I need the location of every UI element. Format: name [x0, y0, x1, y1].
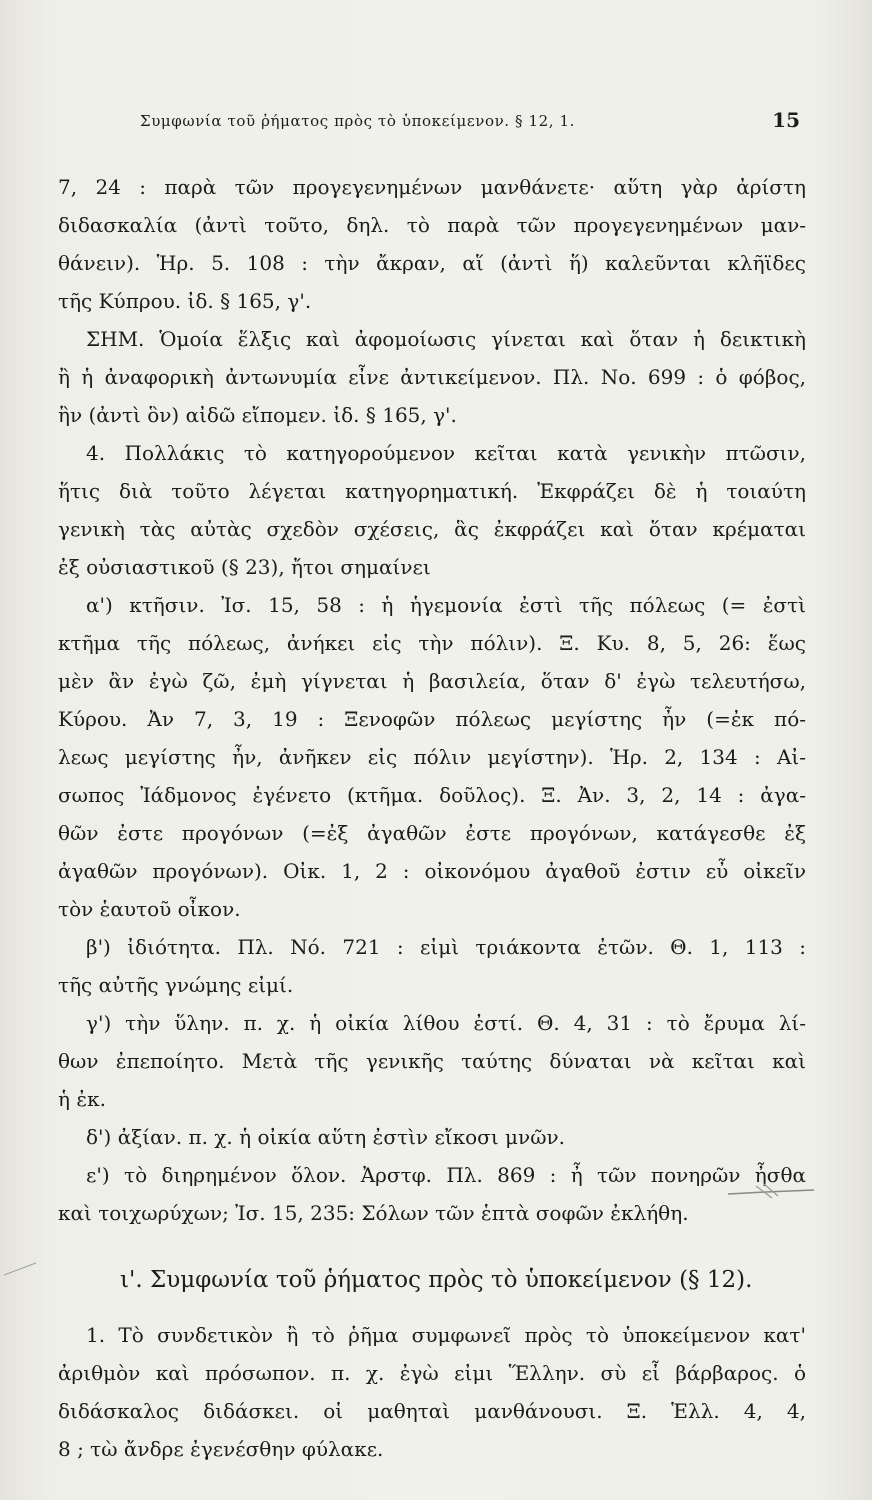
- text-line: 7, 24 : παρὰ τῶν προγεγενημένων μανθάνετε· αὕτη γὰρ ἀρίστη: [58, 175, 806, 199]
- text-line: μὲν ἂν ἐγὼ ζῶ, ἐμὴ γίγνεται ἡ βασιλεία, ὅταν δ' ἐγὼ τελευτήσω,: [58, 669, 806, 693]
- text-line: ἢ ἡ ἀναφορικὴ ἀντωνυμία εἶνε ἀντικείμενον. Πλ. Νο. 699 : ὁ φόβος,: [58, 365, 806, 389]
- text-line: διδασκαλία (ἀντὶ τοῦτο, δηλ. τὸ παρὰ τῶν προγεγενημένων μαν-: [58, 213, 806, 237]
- text-line: τῆς αὐτῆς γνώμης εἰμί.: [58, 973, 294, 997]
- text-line: ἀριθμὸν καὶ πρόσωπον. π. χ. ἐγὼ εἰμι Ἕλλην. σὺ εἶ βάρβαρος. ὁ: [58, 1361, 806, 1385]
- text-line: σωπος Ἰάδμονος ἐγένετο (κτῆμα. δοῦλος). Ξ. Ἀν. 3, 2, 14 : ἀγα-: [58, 783, 806, 807]
- text-line: θάνειν). Ἡρ. 5. 108 : τὴν ἄκραν, αἵ (ἀντὶ ἥ) καλεῦνται κλῆϊδες: [58, 251, 806, 275]
- text-line: ἣν (ἀντὶ ὃν) αἰδῶ εἴπομεν. ἰδ. § 165, γ'.: [58, 403, 457, 427]
- text-line: 4. Πολλάκις τὸ κατηγορούμενον κεῖται κατὰ γενικὴν πτῶσιν,: [86, 441, 806, 465]
- text-line: λεως μεγίστης ἦν, ἀνῆκεν εἰς πόλιν μεγίστην). Ἡρ. 2, 134 : Αἰ-: [58, 745, 806, 769]
- text-line: Κύρου. Ἀν 7, 3, 19 : Ξενοφῶν πόλεως μεγίστης ἦν (=ἐκ πό-: [58, 707, 806, 731]
- text-line: ἥτις διὰ τοῦτο λέγεται κατηγορηματική. Ἐκφράζει δὲ ἡ τοιαύτη: [58, 479, 806, 503]
- text-line: θων ἐπεποίητο. Μετὰ τῆς γενικῆς ταύτης δύναται νὰ κεῖται καὶ: [58, 1049, 806, 1073]
- text-line: γενικὴ τὰς αὐτὰς σχεδὸν σχέσεις, ἃς ἐκφράζει καὶ ὅταν κρέμαται: [58, 517, 806, 541]
- text-line: 8 ; τὼ ἄνδρε ἐγενέσθην φύλακε.: [58, 1437, 384, 1461]
- text-line: κτῆμα τῆς πόλεως, ἀνήκει εἰς τὴν πόλιν). Ξ. Κυ. 8, 5, 26: ἕως: [58, 631, 806, 655]
- text-line: β') ἰδιότητα. Πλ. Νό. 721 : εἰμὶ τριάκοντα ἐτῶν. Θ. 1, 113 :: [86, 935, 806, 959]
- running-title: Συμφωνία τοῦ ῥήματος πρὸς τὸ ὑποκείμενον. § 12, 1.: [140, 112, 576, 130]
- heading-spacer: [58, 1302, 806, 1316]
- page-number: 15: [772, 108, 800, 132]
- text-line: ἀγαθῶν προγόνων). Οἰκ. 1, 2 : οἰκονόμου ἀγαθοῦ ἐστιν εὖ οἰκεῖν: [58, 859, 806, 883]
- text-line: τὸν ἑαυτοῦ οἶκον.: [58, 897, 241, 921]
- pencil-scribble-mark: [726, 1180, 816, 1204]
- main-text-block: [58, 168, 806, 1232]
- page-body: [58, 168, 806, 1468]
- section-heading: ι'. Συμφωνία τοῦ ῥήματος πρὸς τὸ ὑποκείμενον (§ 12).: [120, 1267, 753, 1293]
- text-line: θῶν ἐστε προγόνων (=ἐξ ἀγαθῶν ἐστε προγόνων, κατάγεσθε ἐξ: [58, 821, 806, 845]
- text-line: διδάσκαλος διδάσκει. οἱ μαθηταὶ μανθάνουσι. Ξ. Ἑλλ. 4, 4,: [58, 1399, 806, 1423]
- text-line: τῆς Κύπρου. ἰδ. § 165, γ'.: [58, 289, 312, 313]
- text-line: καὶ τοιχωρύχων; Ἰσ. 15, 235: Σόλων τῶν ἑπτὰ σοφῶν ἐκλήθη.: [58, 1201, 689, 1225]
- section-text-block: [58, 1316, 806, 1468]
- text-line: α') κτῆσιν. Ἰσ. 15, 58 : ἡ ἡγεμονία ἐστὶ τῆς πόλεως (= ἐστὶ: [86, 593, 806, 617]
- page-header: [60, 108, 800, 138]
- text-line: γ') τὴν ὕλην. π. χ. ἡ οἰκία λίθου ἐστί. Θ. 4, 31 : τὸ ἔρυμα λί-: [86, 1011, 806, 1035]
- margin-pencil-mark: [0, 1255, 40, 1285]
- text-line: 1. Τὸ συνδετικὸν ἢ τὸ ῥῆμα συμφωνεῖ πρὸς τὸ ὑποκείμενον κατ': [86, 1323, 806, 1347]
- text-line: ε') τὸ διηρημένον ὅλον. Ἀρστφ. Πλ. 869 : ἦ τῶν πονηρῶν ἦσθα: [86, 1163, 806, 1187]
- text-line: ἡ ἐκ.: [58, 1087, 106, 1111]
- text-line: δ') ἀξίαν. π. χ. ἡ οἰκία αὕτη ἐστὶν εἴκοσι μνῶν.: [86, 1125, 566, 1149]
- text-line: ἐξ οὐσιαστικοῦ (§ 23), ἤτοι σημαίνει: [58, 555, 431, 579]
- text-line: ΣΗΜ. Ὁμοία ἕλξις καὶ ἀφομοίωσις γίνεται καὶ ὅταν ἡ δεικτικὴ: [86, 327, 806, 351]
